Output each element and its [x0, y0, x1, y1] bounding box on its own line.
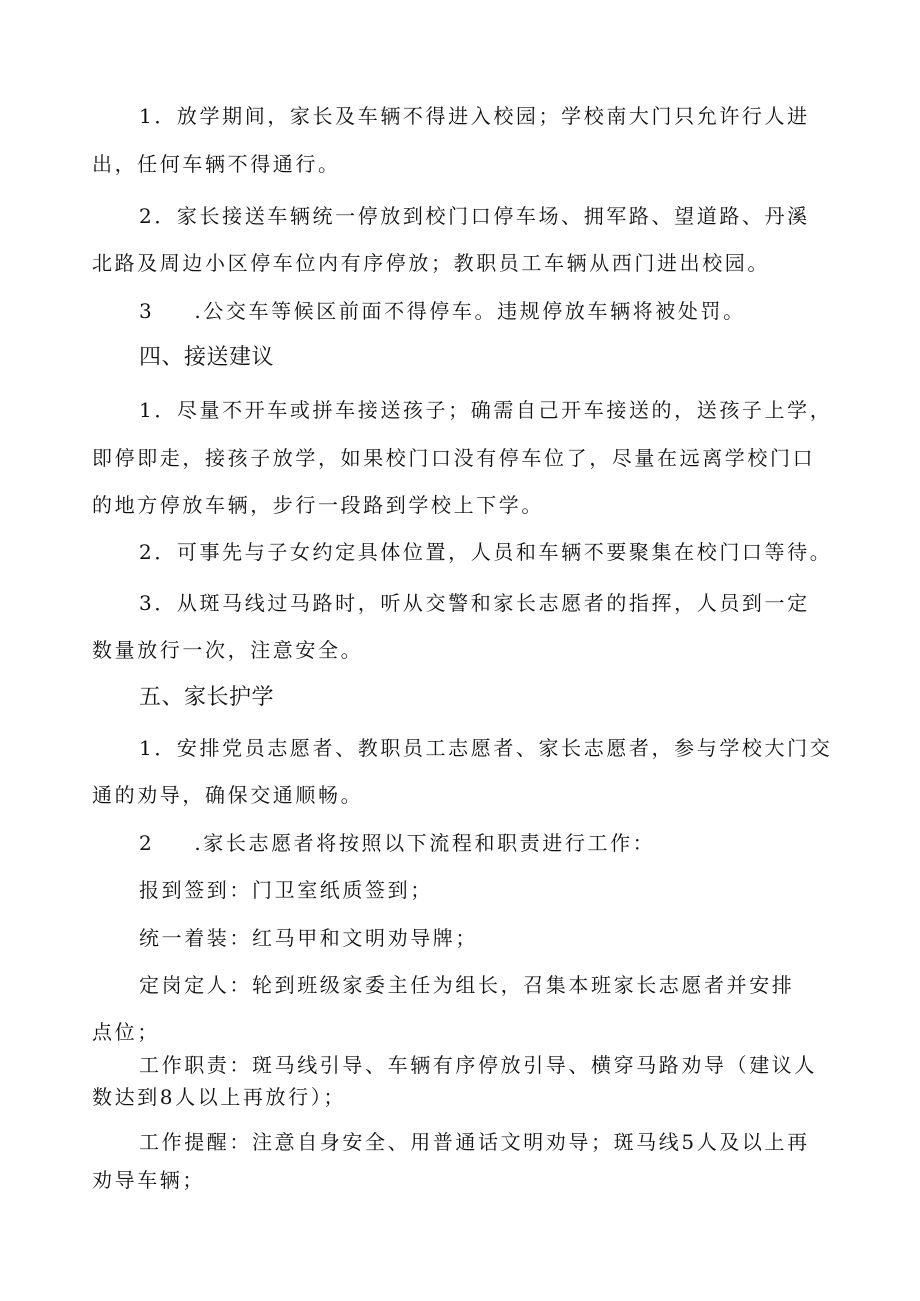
patrol-1-line-2: 通的劝导，确保交通顺畅。	[92, 783, 364, 807]
patrol-1-line-1: 1．安排党员志愿者、教职员工志愿者、家长志愿者，参与学校大门交	[139, 736, 833, 760]
step-uniform: 统一着装：红马甲和文明劝导牌；	[139, 926, 478, 950]
patrol-2	[0, 829, 920, 857]
advice-1-line-1: 1．尽量不开车或拼车接送孩子；确需自己开车接送的，送孩子上学，	[139, 398, 833, 422]
advice-2-line-1: 2．可事先与子女约定具体位置，人员和车辆不要聚集在校门口等待。	[139, 540, 833, 564]
step-check-in: 报到签到：门卫室纸质签到；	[139, 878, 433, 902]
rule-3-text: .公交车等候区前面不得停车。违规停放车辆将被处罚。	[194, 299, 746, 323]
advice-1-line-3: 的地方停放车辆，步行一段路到学校上下学。	[92, 493, 544, 517]
advice-1-line-2: 即停即走，接孩子放学，如果校门口没有停车位了，尽量在远离学校门口	[92, 446, 816, 470]
section-5-heading: 五、家长护学	[139, 685, 275, 710]
patrol-2-text: .家长志愿者将按照以下流程和职责进行工作：	[194, 831, 656, 855]
rule-3	[0, 297, 920, 325]
step-assignment-line-2: 点位；	[92, 1020, 160, 1044]
advice-3-line-1: 3．从斑马线过马路时，听从交警和家长志愿者的指挥，人员到一定	[139, 591, 810, 615]
step-reminder-line-2: 劝导车辆；	[92, 1168, 205, 1192]
rule-2-line-2: 北路及周边小区停车位内有序停放；教职员工车辆从西门进出校园。	[92, 251, 770, 275]
rule-3-number: 3	[139, 299, 155, 323]
rule-1-line-2: 出，任何车辆不得通行。	[92, 152, 341, 176]
rule-2-line-1: 2．家长接送车辆统一停放到校门口停车场、拥军路、望道路、丹溪	[139, 204, 810, 228]
step-reminder-line-1: 工作提醒：注意自身安全、用普通话文明劝导；斑马线5人及以上再	[139, 1130, 810, 1154]
step-duties-line-2: 数达到8人以上再放行）；	[92, 1085, 346, 1109]
step-duties-line-1: 工作职责：斑马线引导、车辆有序停放引导、横穿马路劝导（建议人	[139, 1053, 817, 1077]
step-assignment-line-1: 定岗定人：轮到班级家委主任为组长，召集本班家长志愿者并安排	[139, 973, 795, 997]
section-4-heading: 四、接送建议	[139, 345, 275, 370]
rule-1-line-1: 1．放学期间，家长及车辆不得进入校园；学校南大门只允许行人进	[139, 104, 810, 128]
patrol-2-number: 2	[139, 831, 155, 855]
advice-3-line-2: 数量放行一次，注意安全。	[92, 638, 364, 662]
